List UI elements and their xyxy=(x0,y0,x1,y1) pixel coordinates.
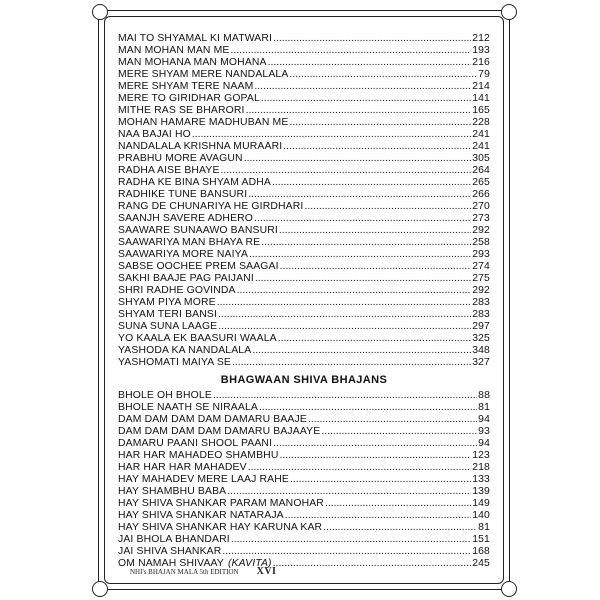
entry-title: RADHA AISE BHAYE xyxy=(118,165,220,176)
entry-title: RADHA KE BINA SHYAM ADHA xyxy=(118,177,271,188)
index-entry xyxy=(118,462,490,474)
entry-page-number: 81 xyxy=(478,402,490,413)
index-entry xyxy=(118,129,490,141)
entry-page-number: 266 xyxy=(472,189,490,200)
index-entry xyxy=(118,357,490,369)
dot-leader xyxy=(323,522,477,534)
entry-title: SAAWARIYA MORE NAIYA xyxy=(118,249,249,260)
entry-page-number: 228 xyxy=(472,117,490,128)
entry-page-number: 258 xyxy=(472,237,490,248)
border-corner-ornament xyxy=(501,581,517,597)
dot-leader xyxy=(273,438,477,450)
dot-leader xyxy=(213,390,477,402)
dot-leader xyxy=(221,165,472,177)
entry-page-number: 283 xyxy=(472,309,490,320)
dot-leader xyxy=(249,249,471,261)
index-entry xyxy=(118,45,490,57)
entry-title: MAN MOHANA MAN MOHANA xyxy=(118,57,267,68)
index-entry xyxy=(118,177,490,189)
index-entry xyxy=(118,273,490,285)
dot-leader xyxy=(254,213,471,225)
entry-title: HAY SHAMBHU BABA xyxy=(118,486,227,497)
dot-leader xyxy=(283,141,471,153)
index-entry xyxy=(118,165,490,177)
index-entry xyxy=(118,201,490,213)
entry-title: YO KAALA EK BAASURI WAALA xyxy=(118,333,277,344)
index-entry xyxy=(118,402,490,414)
index-entry xyxy=(118,69,490,81)
dot-leader xyxy=(246,105,472,117)
entry-page-number: 88 xyxy=(478,390,490,401)
entry-page-number: 245 xyxy=(472,558,490,569)
entry-page-number: 141 xyxy=(472,93,490,104)
entry-page-number: 94 xyxy=(478,414,490,425)
index-entry xyxy=(118,321,490,333)
entry-title: YASHOMATI MAIYA SE xyxy=(118,357,231,368)
entry-title: SAANJH SAVERE ADHERO xyxy=(118,213,254,224)
dot-leader xyxy=(237,285,472,297)
dot-leader xyxy=(285,510,471,522)
entry-title: MERE SHYAM TERE NAAM xyxy=(118,81,254,92)
entry-page-number: 212 xyxy=(472,33,490,44)
index-entry xyxy=(118,426,490,438)
index-entry xyxy=(118,225,490,237)
entry-title: MOHAN HAMARE MADHUBAN ME xyxy=(118,117,289,128)
entry-title: MITHE RAS SE BHARORI xyxy=(118,105,245,116)
entry-page-number: 327 xyxy=(472,357,490,368)
krishna-bhajan-index-list xyxy=(118,33,490,369)
entry-title: HAY SHIVA SHANKAR PARAM MANOHAR xyxy=(118,498,324,509)
index-entry xyxy=(118,534,490,546)
entry-title: DAMARU PAANI SHOOL PAANI xyxy=(118,438,273,449)
footer-page-number: XVI xyxy=(256,566,277,577)
border-corner-ornament xyxy=(92,4,108,20)
dot-leader xyxy=(252,345,471,357)
entry-page-number: 149 xyxy=(472,498,490,509)
page-footer xyxy=(130,566,380,577)
dot-leader xyxy=(248,189,471,201)
dot-leader xyxy=(278,333,471,345)
index-entry xyxy=(118,141,490,153)
entry-page-number: 216 xyxy=(472,57,490,68)
entry-title: MAI TO SHYAMAL KI MATWARI xyxy=(118,33,273,44)
border-corner-ornament xyxy=(501,4,517,20)
dot-leader xyxy=(218,309,471,321)
dot-leader xyxy=(259,402,477,414)
dot-leader xyxy=(304,201,471,213)
index-entry xyxy=(118,261,490,273)
dot-leader xyxy=(261,237,471,249)
dot-leader xyxy=(273,33,471,45)
entry-title: HAR HAR HAR MAHADEV xyxy=(118,462,247,473)
index-entry xyxy=(118,285,490,297)
dot-leader xyxy=(192,129,471,141)
entry-title: HAY MAHADEV MERE LAAJ RAHE xyxy=(118,474,289,485)
entry-page-number: 133 xyxy=(472,474,490,485)
entry-title: MAN MOHAN MAN ME xyxy=(118,45,230,56)
index-entry xyxy=(118,33,490,45)
entry-title: PRABHU MORE AVAGUN xyxy=(118,153,243,164)
entry-page-number: 81 xyxy=(478,522,490,533)
index-entry xyxy=(118,450,490,462)
entry-title: DAM DAM DAM DAM DAMARU BAAJE xyxy=(118,414,307,425)
entry-page-number: 93 xyxy=(478,426,490,437)
entry-title: MERE SHYAM MERE NANDALALA xyxy=(118,69,289,80)
section-heading: BHAGWAAN SHIVA BHAJANS xyxy=(220,374,388,386)
index-entry xyxy=(118,546,490,558)
index-entry xyxy=(118,153,490,165)
index-entry xyxy=(118,522,490,534)
entry-page-number: 241 xyxy=(472,129,490,140)
entry-page-number: 151 xyxy=(472,534,490,545)
entry-page-number: 165 xyxy=(472,105,490,116)
entry-title: SHYAM PIYA MORE xyxy=(118,297,216,308)
entry-title: NAA BAJAI HO xyxy=(118,129,191,140)
entry-title: YASHODA KA NANDALALA xyxy=(118,345,252,356)
entry-page-number: 305 xyxy=(472,153,490,164)
entry-title: SUNA SUNA LAAGE xyxy=(118,321,218,332)
index-entry xyxy=(118,486,490,498)
dot-leader xyxy=(279,450,471,462)
entry-title: OM NAMAH SHIVAAY xyxy=(118,558,224,569)
dot-leader xyxy=(308,414,477,426)
entry-title: HAR HAR MAHADEO SHAMBHU xyxy=(118,450,279,461)
shiva-bhajan-index-list xyxy=(118,390,490,570)
entry-title: HAY SHIVA SHANKAR NATARAJA xyxy=(118,510,284,521)
entry-page-number: 139 xyxy=(472,486,490,497)
dot-leader xyxy=(248,462,471,474)
entry-page-number: 325 xyxy=(472,333,490,344)
entry-title: JAI SHIVA SHANKAR xyxy=(118,546,222,557)
index-entry xyxy=(118,309,490,321)
entry-title: RADHIKE TUNE BANSURI xyxy=(118,189,248,200)
entry-page-number: 283 xyxy=(472,297,490,308)
index-content xyxy=(118,33,490,570)
entry-page-number: 270 xyxy=(472,201,490,212)
dot-leader xyxy=(222,546,471,558)
entry-title: SAAWARIYA MAN BHAYA RE xyxy=(118,237,261,248)
index-entry xyxy=(118,93,490,105)
index-entry xyxy=(118,213,490,225)
index-entry xyxy=(118,81,490,93)
entry-title: BHOLE OH BHOLE xyxy=(118,390,212,401)
index-entry xyxy=(118,474,490,486)
dot-leader xyxy=(231,534,471,546)
index-entry xyxy=(118,105,490,117)
entry-page-number: 168 xyxy=(472,546,490,557)
entry-page-number: 214 xyxy=(472,81,490,92)
index-entry xyxy=(118,117,490,129)
index-entry xyxy=(118,438,490,450)
entry-page-number: 140 xyxy=(472,510,490,521)
entry-page-number: 292 xyxy=(472,285,490,296)
entry-page-number: 123 xyxy=(472,450,490,461)
dot-leader xyxy=(217,297,471,309)
entry-title: RANG DE CHUNARIYA HE GIRDHARI xyxy=(118,201,304,212)
dot-leader xyxy=(227,486,471,498)
entry-page-number: 264 xyxy=(472,165,490,176)
dot-leader xyxy=(254,81,471,93)
index-entry xyxy=(118,57,490,69)
entry-title: SAKHI BAAJE PAG PAIJANI xyxy=(118,273,254,284)
entry-title: BHOLE NAATH SE NIRAALA xyxy=(118,402,258,413)
index-entry xyxy=(118,345,490,357)
dot-leader xyxy=(321,426,477,438)
entry-title: SABSE OOCHEE PREM SAAGAI xyxy=(118,261,279,272)
index-entry xyxy=(118,510,490,522)
entry-title: NANDALALA KRISHNA MURAARI xyxy=(118,141,283,152)
entry-title: SHRI RADHE GOVINDA xyxy=(118,285,236,296)
index-entry xyxy=(118,297,490,309)
entry-page-number: 274 xyxy=(472,261,490,272)
entry-page-number: 79 xyxy=(478,69,490,80)
dot-leader xyxy=(218,321,471,333)
index-entry xyxy=(118,414,490,426)
footer-edition-text: NHI's BHAJAN MALA 5th EDITION xyxy=(130,567,239,576)
index-entry xyxy=(118,390,490,402)
entry-title: MERE TO GIRIDHAR GOPAL xyxy=(118,93,260,104)
dot-leader xyxy=(232,357,471,369)
entry-title: DAM DAM DAM DAM DAMARU BAJAAYE xyxy=(118,426,321,437)
dot-leader xyxy=(231,45,472,57)
dot-leader xyxy=(289,117,471,129)
index-entry xyxy=(118,249,490,261)
entry-title-note: (KAVITA) xyxy=(227,558,272,569)
entry-page-number: 275 xyxy=(472,273,490,284)
border-corner-ornament xyxy=(92,581,108,597)
entry-page-number: 348 xyxy=(472,345,490,356)
dot-leader xyxy=(255,273,471,285)
entry-title: SAAWARE SUNAAWO BANSURI xyxy=(118,225,278,236)
entry-title: JAI BHOLA BHANDARI xyxy=(118,534,230,545)
entry-page-number: 193 xyxy=(472,45,490,56)
dot-leader xyxy=(268,57,472,69)
entry-page-number: 297 xyxy=(472,321,490,332)
dot-leader xyxy=(325,498,471,510)
index-entry xyxy=(118,333,490,345)
index-entry xyxy=(118,189,490,201)
entry-page-number: 265 xyxy=(472,177,490,188)
dot-leader xyxy=(289,69,477,81)
entry-page-number: 94 xyxy=(478,438,490,449)
entry-title: SHYAM TERI BANSI xyxy=(118,309,218,320)
entry-page-number: 241 xyxy=(472,141,490,152)
index-entry xyxy=(118,498,490,510)
dot-leader xyxy=(244,153,471,165)
dot-leader xyxy=(280,261,472,273)
entry-page-number: 293 xyxy=(472,249,490,260)
entry-page-number: 292 xyxy=(472,225,490,236)
dot-leader xyxy=(272,177,471,189)
dot-leader xyxy=(279,225,471,237)
dot-leader xyxy=(261,93,471,105)
index-entry xyxy=(118,237,490,249)
entry-page-number: 218 xyxy=(472,462,490,473)
entry-page-number: 273 xyxy=(472,213,490,224)
dot-leader xyxy=(290,474,471,486)
entry-title: HAY SHIVA SHANKAR HAY KARUNA KAR xyxy=(118,522,323,533)
